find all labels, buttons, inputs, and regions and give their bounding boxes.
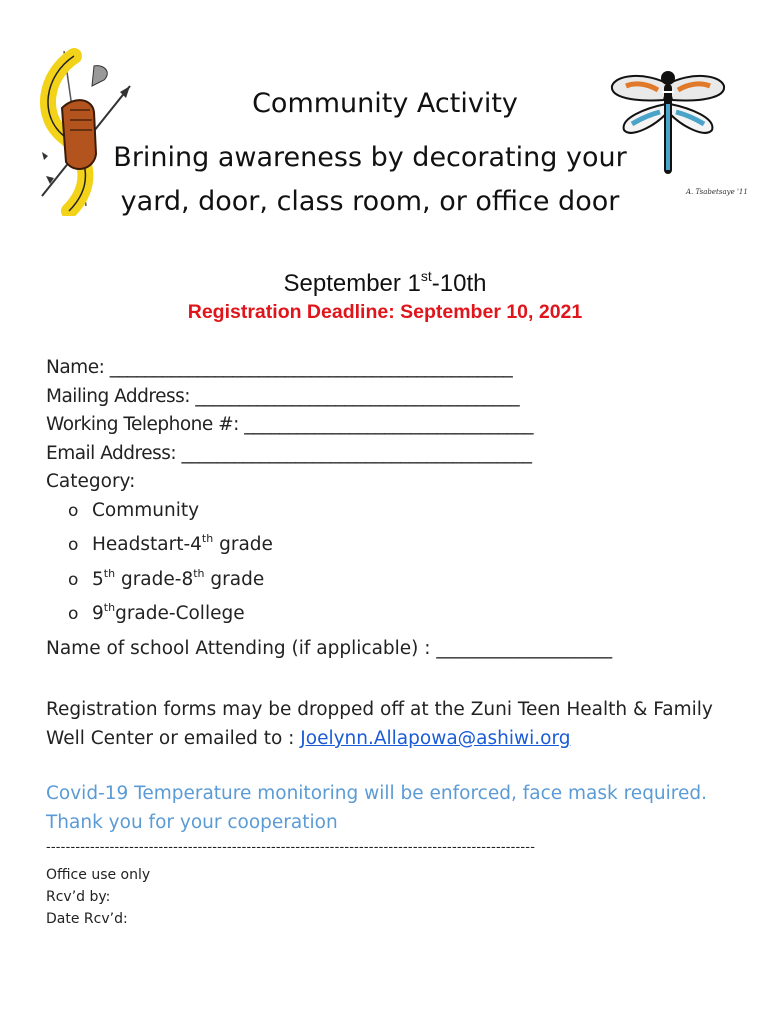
event-headline bbox=[0, 136, 740, 224]
headline-line-2: yard, door, class room, or office door bbox=[120, 186, 620, 217]
covid-line-2: Thank you for your cooperation bbox=[46, 811, 338, 833]
dates-end: -10th bbox=[431, 270, 487, 297]
headline-line-1: Brining awareness by decorating your bbox=[113, 142, 627, 173]
page-title: Community Activity bbox=[252, 88, 518, 119]
category-option-9th-college[interactable] bbox=[46, 594, 533, 629]
contact-email-link[interactable]: Joelynn.Allapowa@ashiwi.org bbox=[300, 728, 571, 749]
option-label-rest: grade bbox=[204, 568, 265, 590]
artist-signature: A. Tsabetsaye '11 bbox=[686, 188, 748, 196]
office-use-section bbox=[46, 864, 150, 930]
office-use-label: Office use only bbox=[46, 867, 151, 883]
option-bullet: o bbox=[68, 604, 79, 624]
option-label-mid: grade-8 bbox=[115, 568, 194, 590]
covid-line-1: Covid-19 Temperature monitoring will be enforced, face mask required. bbox=[46, 783, 708, 804]
category-label: Category: bbox=[46, 471, 136, 492]
option-sup: th bbox=[103, 566, 116, 580]
option-label-rest: grade bbox=[213, 534, 273, 555]
registration-line-1: Registration forms may be dropped off at the Zuni Teen Health & Family bbox=[46, 699, 713, 720]
option-label: Community bbox=[92, 499, 200, 521]
event-dates bbox=[0, 268, 770, 298]
registration-line-2 bbox=[46, 724, 746, 753]
email-field[interactable]: Email Address: ________________________________________ bbox=[46, 442, 532, 464]
received-by-label: Rcv’d by: bbox=[46, 889, 111, 905]
category-option-5th-8th[interactable] bbox=[46, 560, 533, 595]
option-sup: th bbox=[201, 532, 214, 545]
dates-start: September 1 bbox=[283, 270, 421, 297]
registration-deadline: Registration Deadline: September 10, 2021 bbox=[187, 301, 583, 323]
telephone-field[interactable]: Working Telephone #: _________________________________ bbox=[46, 414, 534, 435]
option-label: 5 bbox=[92, 568, 104, 590]
school-attending-field[interactable]: Name of school Attending (if applicable) : ___________________ bbox=[46, 638, 613, 659]
option-bullet: o bbox=[68, 569, 79, 590]
option-bullet: o bbox=[68, 535, 79, 555]
option-label: 9 bbox=[92, 603, 104, 624]
registration-form bbox=[46, 354, 533, 629]
option-sup-2: th bbox=[193, 566, 205, 580]
option-sup: th bbox=[103, 601, 116, 614]
option-label-rest: grade-College bbox=[115, 603, 245, 624]
registration-line-2-text: Well Center or emailed to : bbox=[46, 728, 301, 749]
date-received-label: Date Rcv’d: bbox=[46, 911, 128, 927]
dates-suffix: st bbox=[420, 268, 432, 284]
divider-dashes: ---------------------------------------------------------------------------------------------------- bbox=[46, 840, 536, 855]
registration-instructions bbox=[46, 695, 746, 753]
option-bullet: o bbox=[68, 500, 79, 521]
name-field[interactable]: Name: ______________________________________________ bbox=[46, 357, 513, 378]
category-option-headstart[interactable] bbox=[46, 525, 533, 560]
option-label: Headstart-4 bbox=[92, 534, 202, 555]
covid-notice bbox=[46, 780, 746, 837]
category-option-community[interactable] bbox=[46, 497, 533, 526]
mailing-address-field[interactable]: Mailing Address: _____________________________________ bbox=[46, 385, 520, 407]
